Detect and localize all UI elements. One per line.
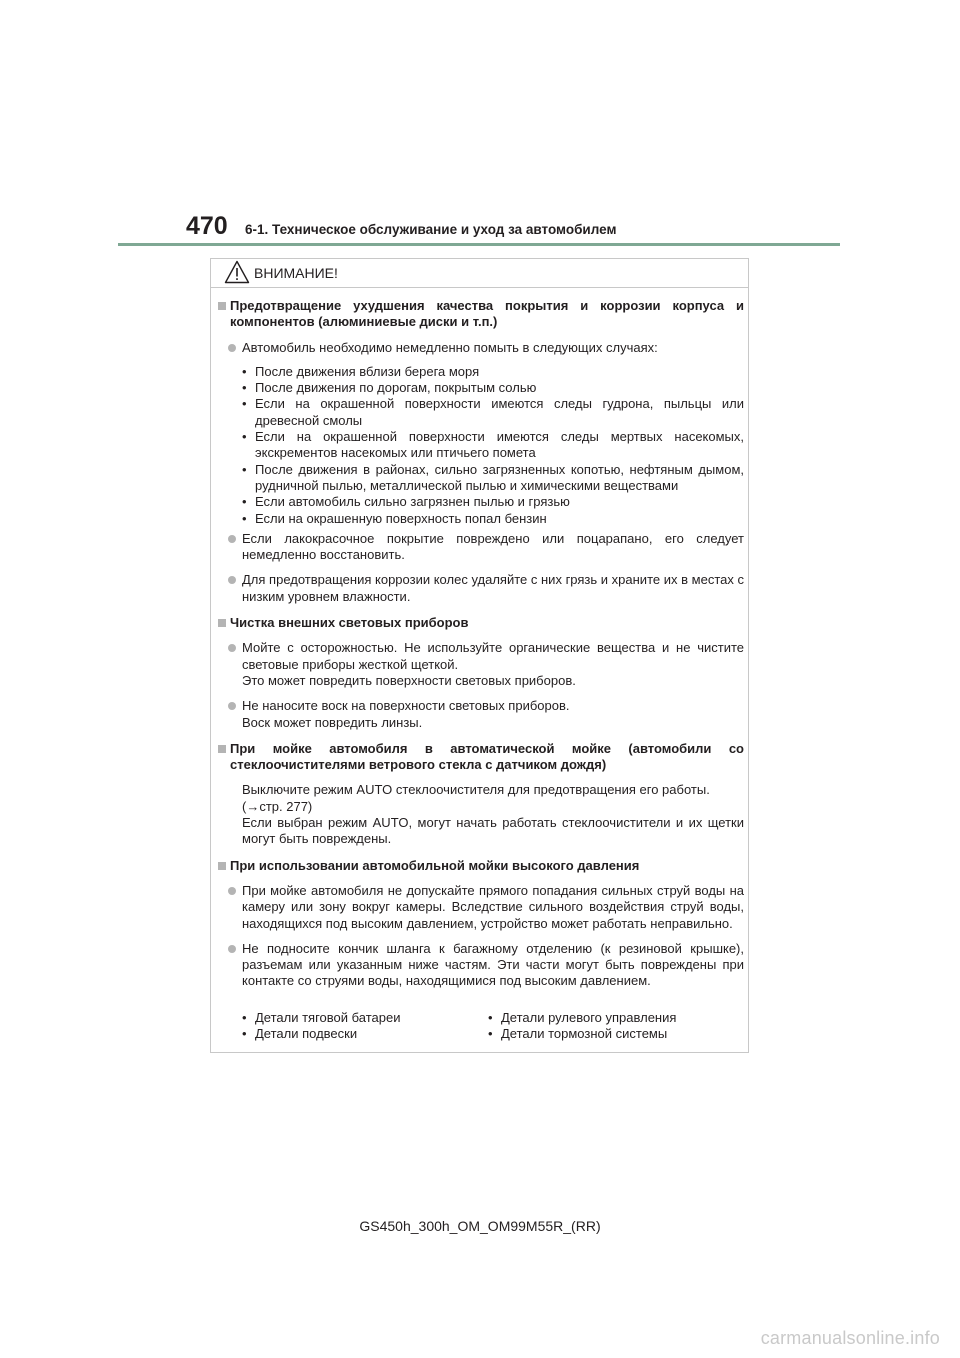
bullet-item: Если лакокрасочное покрытие повреждено или поцарапано, его следует немедленно восстановить. — [218, 531, 744, 564]
bullet-item — [218, 698, 744, 731]
list-item: • Если на окрашенную поверхность попал бензин — [242, 511, 744, 527]
list-item: • Если на окрашенной поверхности имеются следы гудрона, пыльцы или древесной смолы — [242, 396, 744, 429]
bullet-item: Автомобиль необходимо немедленно помыть в следующих случаях: — [218, 340, 744, 356]
list-item: • Детали тормозной системы — [488, 1026, 744, 1042]
list-item: • Детали подвески — [242, 1026, 488, 1042]
document-code: GS450h_300h_OM_OM99M55R_(RR) — [359, 1218, 601, 1234]
bullet-text: Воск может повредить линзы. — [242, 714, 423, 730]
paragraph — [218, 782, 744, 847]
paragraph-text: Выключите режим AUTO стеклоочистителя для предотвращения его работы. — [242, 782, 710, 798]
bullet-item — [218, 640, 744, 689]
page-reference: (→стр. 277) — [242, 798, 313, 814]
parts-list — [218, 1010, 744, 1043]
page-number: 470 — [186, 212, 228, 240]
bullet-item: Не подносите кончик шланга к багажному отделению (к резиновой крышке), разъемам или указанным ниже частям. Эти части могут быть повреждены при контакте со струями воды, находящимися под высоким давлением. — [218, 941, 744, 990]
list-item: • После движения в районах, сильно загрязненных копотью, нефтяным дымом, рудничной пылью, металлической пылью и химическими веществами — [242, 462, 744, 495]
parts-column-right — [488, 1010, 744, 1043]
list-item: • Если автомобиль сильно загрязнен пылью и грязью — [242, 494, 744, 510]
section-title: 6-1. Техническое обслуживание и уход за автомобилем — [245, 222, 617, 237]
list-item: • После движения по дорогам, покрытым солью — [242, 380, 744, 396]
section-heading: При использовании автомобильной мойки высокого давления — [218, 858, 744, 874]
bullet-text: Это может повредить поверхности световых приборов. — [242, 672, 576, 688]
list-item: • Детали тяговой батареи — [242, 1010, 488, 1026]
bullet-item: При мойке автомобиля не допускайте прямого попадания сильных струй воды на камеру или зону вокруг камеры. Вследствие сильного воздействия струй воды, находящихся под высоким давлением, устройство может работать неправильно. — [218, 883, 744, 932]
section-heading: Чистка внешних световых приборов — [218, 615, 744, 631]
warning-content — [218, 298, 744, 1042]
parts-column-left — [242, 1010, 488, 1043]
watermark: carmanualsonline.info — [760, 1328, 940, 1348]
bullet-text: Не наносите воск на поверхности световых приборов. — [242, 698, 570, 714]
bullet-item: Для предотвращения коррозии колес удаляйте с них грязь и храните их в местах с низким уровнем влажности. — [218, 572, 744, 605]
paragraph-text: Если выбран режим AUTO, могут начать работать стеклоочистители и их щетки могут быть повреждены. — [242, 815, 744, 847]
warning-triangle-icon — [224, 260, 250, 284]
list-item: • Детали рулевого управления — [488, 1010, 744, 1026]
warning-title: ВНИМАНИЕ! — [254, 265, 338, 281]
bullet-text: Мойте с осторожностью. Не используйте органические вещества и не чистите световые приборы жесткой щеткой. — [242, 640, 744, 672]
sub-list — [218, 364, 744, 527]
header-rule — [118, 243, 840, 246]
list-item: • Если на окрашенной поверхности имеются следы мертвых насекомых, экскрементов насекомых или птичьего помета — [242, 429, 744, 462]
section-heading: Предотвращение ухудшения качества покрытия и коррозии корпуса и компонентов (алюминиевые диски и т.п.) — [218, 298, 744, 331]
list-item: • После движения вблизи берега моря — [242, 364, 744, 380]
section-heading: При мойке автомобиля в автоматической мойке (автомобили со стеклоочистителями ветрового стекла с датчиком дождя) — [218, 741, 744, 774]
